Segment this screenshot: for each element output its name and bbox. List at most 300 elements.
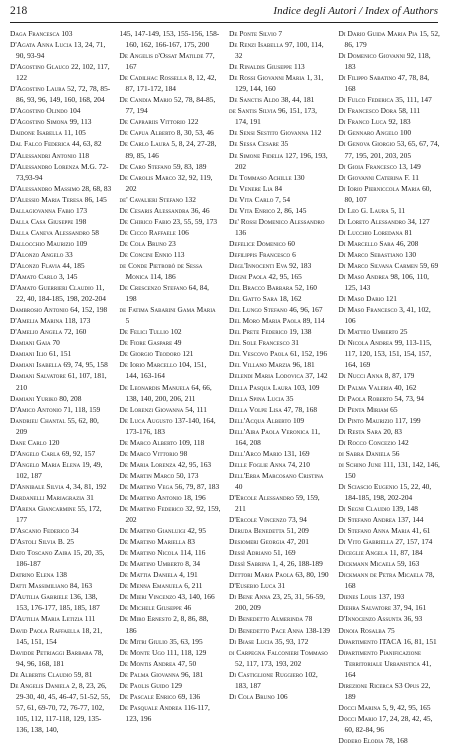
author-name: De Capua Alberto bbox=[119, 128, 175, 138]
author-name: Dambrosio Antonio bbox=[10, 305, 69, 315]
index-entry bbox=[339, 735, 441, 746]
index-entry bbox=[339, 393, 441, 404]
page-references: 1, 31, 129, 144, 160 bbox=[235, 73, 324, 94]
author-name: Di Vito Gabriella bbox=[338, 537, 394, 547]
index-entry bbox=[10, 271, 112, 282]
page-references: 75 bbox=[387, 625, 395, 635]
index-entry bbox=[229, 271, 331, 282]
author-name: Delendi Maria Lodovica bbox=[229, 371, 304, 381]
page-references: 96, 181 bbox=[292, 360, 315, 370]
author-name: Di Filippo Sabatino bbox=[338, 73, 396, 83]
index-entry bbox=[120, 636, 222, 647]
index-entry bbox=[10, 304, 112, 315]
author-name: De Rossi Giovanni Maria bbox=[229, 73, 305, 83]
page-references: 19, 49, 102, 187 bbox=[16, 459, 103, 480]
index-entry bbox=[339, 28, 441, 50]
page-references: 22, 102, 117, 122 bbox=[16, 62, 110, 83]
author-name: di Schino June bbox=[338, 459, 382, 469]
author-name: Dalla Caneva Alessandro bbox=[10, 227, 90, 237]
page-references: 46, 96, 167 bbox=[289, 305, 323, 315]
index-entry bbox=[120, 304, 222, 326]
author-name: Dessì Adriano bbox=[229, 548, 272, 558]
page-references: 1, 4, 26, 188-189 bbox=[272, 559, 323, 569]
page-references: 92, 183 bbox=[388, 117, 411, 127]
author-name: Del Prete Federico bbox=[229, 327, 288, 337]
author-name: D'Agata Anna Lucia bbox=[10, 40, 73, 50]
author-name: De Paolis Guido bbox=[119, 680, 170, 690]
page-references: 19, 138 bbox=[289, 327, 312, 337]
page-references: 46, 208 bbox=[396, 238, 419, 248]
index-entry bbox=[120, 569, 222, 580]
author-name: De Michele Giuseppe bbox=[119, 603, 182, 613]
author-name: Di Marco Silvana Carmen bbox=[338, 260, 418, 270]
page-references: 13, 149 bbox=[398, 161, 421, 171]
page-references: 131, 169 bbox=[283, 448, 310, 458]
author-name: D'Amico Antonio bbox=[10, 404, 62, 414]
index-entry bbox=[339, 138, 441, 160]
page-references: 4, 191 bbox=[179, 570, 198, 580]
index-entry bbox=[10, 536, 112, 547]
author-name: Dickmann Micaela bbox=[338, 559, 396, 569]
index-entry bbox=[10, 437, 112, 448]
page-references: 8, 12, 42, 87, 171-172, 184 bbox=[125, 73, 217, 94]
author-name: De Montis Andrea bbox=[119, 658, 176, 668]
page-references: 102, 183, 187 bbox=[235, 669, 318, 690]
author-name: D'Amato Carlo bbox=[10, 272, 58, 282]
page-references: 41, 164 bbox=[344, 658, 432, 679]
author-name: Del Gatto Sara bbox=[229, 294, 278, 304]
index-entry bbox=[229, 625, 331, 636]
page-references: 72, 160 bbox=[64, 327, 87, 337]
page-references: 35, 63, 195 bbox=[169, 636, 203, 646]
author-name: De Marco Vittorio bbox=[119, 448, 179, 458]
author-name: de' Cavalieri Stefano bbox=[119, 194, 183, 204]
author-name: Daidone Isabella bbox=[10, 128, 63, 138]
index-entry bbox=[339, 72, 441, 94]
page-references: 59, 69 bbox=[419, 260, 439, 270]
page-references: 5, 8, 24, 27-28, 89, 85, 146 bbox=[125, 139, 217, 160]
index-entry bbox=[229, 304, 331, 315]
page-references: 6, 211 bbox=[184, 581, 203, 591]
index-entry bbox=[339, 591, 441, 602]
page-references: 47, 201 bbox=[286, 537, 309, 547]
page-references: 15, 20, 35, 186-187 bbox=[16, 548, 105, 569]
page-references: 3, 41, 102, 106 bbox=[344, 305, 431, 326]
author-name: D'Angelo Maria Elena bbox=[10, 459, 81, 469]
page-references: 13, 24, 71, 90, 93-94 bbox=[16, 40, 106, 61]
index-entry bbox=[229, 138, 331, 149]
page-references: 132 bbox=[184, 194, 196, 204]
page-references: 7 bbox=[278, 29, 283, 38]
index-entry bbox=[229, 558, 331, 569]
author-name: De Martino Mariella bbox=[119, 537, 186, 547]
index-entry bbox=[339, 249, 441, 260]
page-references: 77, 167 bbox=[125, 51, 215, 72]
page-references: 54, 73, 94 bbox=[394, 393, 424, 403]
author-name: De Carolis Marco bbox=[119, 172, 176, 182]
author-name: De Sanctis Aldo bbox=[229, 95, 280, 105]
author-name: De Pascale Enrico bbox=[119, 691, 177, 701]
author-name: Di Franco Luca bbox=[338, 117, 387, 127]
author-name: D'Ercole Alessandro bbox=[229, 492, 294, 502]
page-references: 61, 152, 196 bbox=[290, 349, 328, 359]
page-references: 54, 111 bbox=[185, 404, 207, 414]
page-references: 139, 148 bbox=[392, 504, 418, 514]
index-entry bbox=[120, 558, 222, 569]
author-name: D'Eusebio Luca bbox=[229, 581, 276, 591]
index-entry bbox=[10, 337, 112, 348]
index-entry bbox=[10, 315, 112, 326]
index-entry bbox=[339, 702, 441, 713]
page-references: 69, 136 bbox=[177, 691, 201, 701]
author-name: D'Agostino Laura bbox=[10, 84, 66, 94]
page-references: 4, 34, 81, 192 bbox=[65, 481, 107, 491]
index-entry bbox=[339, 271, 441, 293]
index-entry bbox=[120, 415, 222, 437]
page-references: 59, 159, 211 bbox=[235, 492, 320, 514]
index-entry bbox=[10, 116, 112, 127]
author-name: De Caprariis Vittorio bbox=[119, 117, 186, 127]
index-entry bbox=[120, 72, 222, 94]
author-name: Deruda Benedetta bbox=[229, 526, 285, 536]
author-name: Di Gioia Francesco bbox=[338, 161, 397, 171]
index-entry bbox=[120, 161, 222, 172]
author-name: Di Francesco Dora bbox=[338, 106, 397, 116]
page-references: 99, 113 bbox=[69, 117, 92, 127]
page-references: 114, 116 bbox=[180, 548, 206, 558]
author-name: Dell'Acqua Alberto bbox=[229, 415, 292, 425]
index-entry bbox=[229, 172, 331, 183]
index-entry bbox=[339, 636, 441, 647]
page-references: 25 bbox=[400, 327, 408, 337]
page-references: 111, 131, 142, 146, 150 bbox=[344, 459, 440, 480]
page-references: 118 bbox=[78, 150, 90, 160]
index-entry bbox=[339, 625, 441, 636]
index-entry bbox=[339, 613, 441, 624]
page-references: 35 bbox=[286, 393, 294, 403]
author-name: De Mitri Giulio bbox=[119, 636, 168, 646]
index-entry bbox=[120, 525, 222, 536]
author-name: De Simone Fidelia bbox=[229, 150, 284, 160]
index-entry bbox=[120, 127, 222, 138]
author-name: Di Lucchio Loredana bbox=[338, 227, 403, 237]
page-references: 118, 173 bbox=[64, 316, 91, 326]
page-references: 69, 74, 95, 158 bbox=[63, 360, 108, 370]
index-entry bbox=[10, 161, 112, 183]
author-name: D'Alessandro Lorenza M.G. bbox=[10, 161, 97, 171]
page-references: 142 bbox=[397, 437, 409, 447]
page-references: 15, 52, 86, 179 bbox=[344, 29, 440, 50]
index-entry bbox=[120, 348, 222, 359]
page-references: 2, 8, 86, 88, 186 bbox=[125, 614, 209, 635]
index-entry bbox=[339, 426, 441, 437]
page-references: 37, 142 bbox=[305, 371, 328, 381]
page-references: 138-139 bbox=[305, 625, 330, 635]
index-entry bbox=[229, 326, 331, 337]
page-references: 37, 94, 161 bbox=[392, 603, 427, 613]
author-name: De Venere Lia bbox=[229, 183, 273, 193]
index-entry bbox=[120, 216, 222, 227]
author-name: D'Alonzo Angelo bbox=[10, 249, 64, 259]
page-references: 52, 72, 78, 85-86, 93, 96, 149, 160, 168, 204 bbox=[16, 84, 111, 105]
author-name: Daga Francesca bbox=[10, 29, 60, 38]
page-references: 5, 9, 42, 95, 165 bbox=[382, 702, 431, 712]
author-name: De Rinaldis Giuseppe bbox=[229, 62, 293, 72]
page-references: 55, 172, 177 bbox=[16, 504, 102, 525]
index-entry bbox=[229, 525, 331, 536]
page-references: 103, 109 bbox=[293, 382, 320, 392]
author-name: De Martino Umberto bbox=[119, 559, 184, 569]
index-entry bbox=[339, 227, 441, 238]
index-entry bbox=[10, 393, 112, 404]
author-name: de Santis Silvia bbox=[229, 106, 277, 116]
author-name: Di Pinto Maurizio bbox=[338, 415, 394, 425]
page-references: 63, 80, 190 bbox=[295, 570, 329, 580]
author-name: Diehra Salvatore bbox=[338, 603, 392, 613]
index-entry bbox=[229, 194, 331, 205]
running-header bbox=[10, 4, 438, 23]
page-references: 35, 111, 147 bbox=[395, 95, 432, 105]
author-name: Dodero Elodia bbox=[338, 736, 384, 745]
author-name: Di Castiglione Ruggiero bbox=[229, 669, 303, 679]
page-references: 49 bbox=[174, 338, 182, 348]
index-entry bbox=[229, 580, 331, 591]
author-name: Di Marco Sebastiano bbox=[338, 249, 404, 259]
index-entry bbox=[339, 713, 441, 735]
author-name: De Martin Marco bbox=[119, 470, 175, 480]
index-entry bbox=[120, 138, 222, 160]
index-entry bbox=[339, 459, 441, 481]
page-references: 40 bbox=[235, 481, 243, 491]
page-references: 104 bbox=[69, 106, 81, 116]
index-entry bbox=[339, 238, 441, 249]
index-entry bbox=[229, 39, 331, 61]
author-name: De Menna Emanuela bbox=[119, 581, 183, 591]
index-entry bbox=[229, 636, 331, 647]
author-name: Di Maso Francesco bbox=[338, 305, 398, 315]
index-entry bbox=[229, 359, 331, 370]
author-name: de Conde Pietrobò de Sessa Monica bbox=[119, 260, 203, 282]
page-references: 137, 193 bbox=[378, 592, 405, 602]
author-name: Di Loreto Alessandro bbox=[338, 216, 406, 226]
index-entry bbox=[229, 183, 331, 194]
index-entry bbox=[10, 216, 112, 227]
page-references: 3, 145 bbox=[58, 272, 78, 282]
author-name: Datrino Elena bbox=[10, 570, 55, 580]
author-name: D'Alessio Maria Teresa bbox=[10, 194, 83, 204]
page-references: 96, 181 bbox=[181, 669, 204, 679]
running-title: Indice degli Autori / Index of Authors bbox=[273, 5, 438, 17]
author-name: Di Dario Guida Maria Pia bbox=[338, 29, 418, 38]
index-entry bbox=[10, 238, 112, 249]
index-entry bbox=[339, 514, 441, 525]
index-entry bbox=[10, 282, 112, 304]
index-entry bbox=[339, 602, 441, 613]
author-name: Dato Toscano Zaira bbox=[10, 548, 72, 558]
page-references: 138 bbox=[55, 570, 67, 580]
index-entry bbox=[339, 337, 441, 370]
page-references: 65 bbox=[390, 404, 398, 414]
index-entry bbox=[339, 437, 441, 448]
author-name: Di Resta Sara bbox=[338, 426, 382, 436]
author-name: Del Vescovo Paola bbox=[229, 349, 289, 359]
index-column-2 bbox=[119, 28, 222, 723]
index-entry bbox=[229, 315, 331, 326]
page-references: 59, 163 bbox=[397, 559, 420, 569]
author-name: D'Astoli Silvia B. bbox=[10, 537, 65, 547]
index-entry bbox=[229, 536, 331, 547]
index-column-4 bbox=[338, 28, 441, 745]
page-references: 136 bbox=[235, 227, 247, 237]
page-number: 218 bbox=[10, 5, 28, 17]
page-references: 73, 94 bbox=[288, 515, 307, 525]
author-name: De Candia Mario bbox=[119, 95, 173, 105]
author-name: Di Stefano Anna Maria bbox=[338, 526, 411, 536]
author-name: D'Alessandro Massimo bbox=[10, 183, 80, 193]
author-name: D'Agostino Olindo bbox=[10, 106, 68, 116]
author-name: Degl'Innocenti Eva bbox=[229, 260, 288, 270]
author-name: De Cadilhac Rossella bbox=[119, 73, 187, 83]
page-references: 145, 147-149, 153, 155-156, 158-160, 162, 166-167, 175, 200 bbox=[119, 29, 220, 50]
index-entry bbox=[10, 28, 112, 39]
page-references: 18, 196 bbox=[183, 492, 206, 502]
index-entry bbox=[120, 591, 222, 602]
index-entry bbox=[229, 337, 331, 348]
index-entry bbox=[339, 680, 441, 702]
index-entry bbox=[229, 28, 331, 39]
index-entry bbox=[10, 591, 112, 613]
page-references: 84, 163 bbox=[69, 581, 93, 591]
author-name: De Mieri Vincenzo bbox=[119, 592, 176, 602]
author-name: Di Nicola Andrea bbox=[338, 338, 393, 348]
author-name: David Paola Raffaella bbox=[10, 625, 81, 635]
page-references: 33 bbox=[65, 249, 73, 259]
page-references: 106 bbox=[177, 227, 189, 237]
author-name: Di Maso Dario bbox=[338, 294, 384, 304]
author-name: Di Cola Bruno bbox=[229, 691, 275, 701]
author-name: Di Marcello Sara bbox=[338, 238, 395, 248]
page-references: 60, 80, 107 bbox=[344, 183, 432, 204]
index-entry bbox=[120, 492, 222, 503]
index-entry bbox=[120, 249, 222, 260]
index-entry bbox=[120, 459, 222, 470]
page-references: 71, 118, 159 bbox=[63, 404, 101, 414]
author-name: Dell'Erba Marcosano Cristina bbox=[229, 470, 324, 480]
page-references: 58, 111 bbox=[398, 106, 421, 116]
page-references: 111 bbox=[84, 614, 96, 624]
author-name: Dickmann de Petra Micaela bbox=[338, 570, 424, 580]
page-references: 84 bbox=[274, 183, 283, 193]
author-name: D'Autilia Maria Letizia bbox=[10, 614, 83, 624]
page-references: 59, 81 bbox=[73, 669, 93, 679]
index-entry bbox=[10, 547, 112, 569]
author-name: De Martino Gianluigi bbox=[119, 526, 186, 536]
index-entry bbox=[339, 260, 441, 271]
index-entry bbox=[120, 94, 222, 116]
page-references: 113 bbox=[293, 62, 305, 72]
index-entry bbox=[10, 61, 112, 83]
index-entry bbox=[10, 83, 112, 105]
author-name: De Renzi Isabella bbox=[229, 40, 284, 50]
page-references: 102 bbox=[170, 327, 182, 337]
index-entry bbox=[10, 492, 112, 503]
page-references: 137, 144 bbox=[397, 515, 424, 525]
page-references: 51, 169 bbox=[273, 548, 296, 558]
page-references: 44, 63, 82 bbox=[71, 139, 102, 149]
page-references: 52, 78, 84-85, 77, 194 bbox=[125, 95, 216, 116]
author-name: D'Agostino Simona bbox=[10, 117, 68, 127]
page-references: 109 bbox=[292, 415, 305, 425]
index-entry bbox=[10, 183, 112, 194]
author-name: Dallocchio Maurizio bbox=[10, 238, 75, 248]
page-references: 43, 140, 166 bbox=[177, 592, 215, 602]
index-entry bbox=[10, 249, 112, 260]
author-name: Di Fulco Federica bbox=[338, 95, 394, 105]
page-references: 99, 113-115, 117, 120, 153, 151, 154, 157, 164, 169 bbox=[344, 338, 432, 370]
author-name: Di Paola Roberto bbox=[338, 393, 393, 403]
author-name: Della Spina Lucia bbox=[229, 393, 285, 403]
page-references: 42, 95 bbox=[187, 526, 206, 536]
author-name: Di Stefano Andrea bbox=[338, 515, 396, 525]
page-references: 8, 30, 53, 46 bbox=[176, 128, 214, 138]
index-entry bbox=[339, 404, 441, 415]
page-references: 23, 55, 59, 173 bbox=[172, 216, 218, 226]
index-entry bbox=[120, 194, 222, 205]
index-column-1 bbox=[10, 28, 112, 734]
author-name: D'Innocenzo Assunta bbox=[338, 614, 402, 624]
index-entry bbox=[10, 625, 112, 647]
index-columns bbox=[10, 28, 440, 745]
page-references: 81 bbox=[404, 227, 413, 237]
author-name: Del Villano Marzia bbox=[229, 360, 291, 370]
author-name: De Cicco Raffaele bbox=[119, 227, 176, 237]
index-entry bbox=[229, 613, 331, 624]
index-entry bbox=[229, 105, 331, 127]
index-entry bbox=[10, 613, 112, 624]
page-references: 59, 83, 189 bbox=[173, 161, 207, 171]
page-references: 47, 78, 84, 168 bbox=[344, 73, 430, 94]
index-entry bbox=[10, 359, 112, 370]
author-name: De Sessa Cesare bbox=[229, 139, 279, 149]
page-references: 109, 118 bbox=[178, 437, 205, 447]
index-entry bbox=[229, 150, 331, 172]
index-column-3 bbox=[229, 28, 331, 701]
page-references: 8, 34 bbox=[185, 559, 201, 569]
author-name: Del Lungo Stefano bbox=[229, 305, 288, 315]
author-name: Dienes Louis bbox=[338, 592, 377, 602]
page-references: 120 bbox=[48, 437, 60, 447]
author-name: Di Rocco Concezio bbox=[338, 437, 396, 447]
index-entry bbox=[120, 227, 222, 238]
index-entry bbox=[10, 105, 112, 116]
author-name: D'Agostino Glauco bbox=[10, 62, 70, 72]
index-entry bbox=[229, 647, 331, 669]
author-name: Del Sole Francesco bbox=[229, 338, 290, 348]
page-references: 129 bbox=[170, 680, 182, 690]
page-references: 61, 151 bbox=[49, 349, 72, 359]
page-references: 111, 118, 129 bbox=[166, 647, 207, 657]
page-references: 34, 127 bbox=[407, 216, 430, 226]
author-name: Desiomeri Georgia bbox=[229, 537, 285, 547]
page-references: 103 bbox=[61, 29, 73, 38]
author-name: Di Bene Anna bbox=[229, 592, 271, 602]
page-references: 52, 160 bbox=[294, 283, 317, 293]
author-name: Della Pasqua Laura bbox=[229, 382, 292, 392]
index-entry bbox=[120, 669, 222, 680]
index-entry bbox=[229, 127, 331, 138]
author-name: De Ponte Silvio bbox=[229, 29, 277, 38]
index-entry bbox=[10, 459, 112, 481]
